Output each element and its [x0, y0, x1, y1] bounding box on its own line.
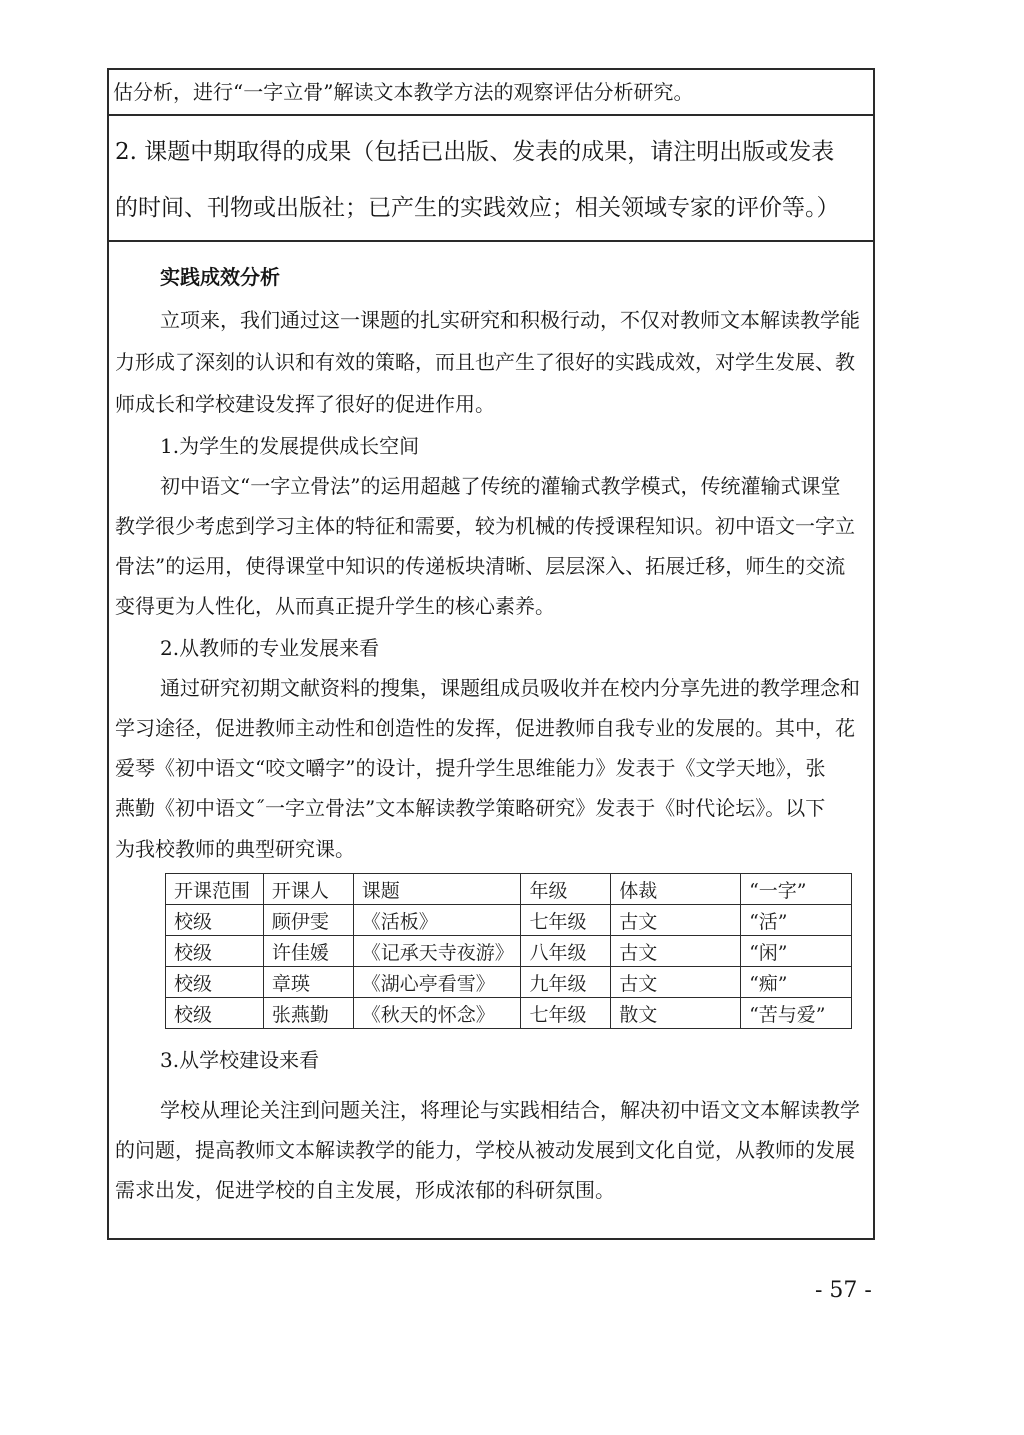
intro-line: 力形成了深刻的认识和有效的策略，而且也产生了很好的实践成效，对学生发展、教 [115, 350, 855, 374]
table-cell: 许佳媛 [263, 936, 353, 967]
table-row [166, 936, 852, 967]
table-cell: 张燕勤 [263, 998, 353, 1029]
sub1-line: 初中语文“一字立骨法”的运用超越了传统的灌输式教学模式，传统灌输式课堂 [160, 474, 841, 498]
table-cell: 古文 [611, 936, 741, 967]
sub3-line: 的问题，提高教师文本解读教学的能力，学校从被动发展到文化自觉，从教师的发展 [115, 1138, 855, 1162]
page-number: - 57 - [815, 1278, 872, 1303]
sub2-line: 燕勤《初中语文˝一字立骨法”文本解读教学策略研究》发表于《时代论坛》。以下 [115, 796, 826, 820]
table-cell: 古文 [611, 967, 741, 998]
table-cell: 散文 [611, 998, 741, 1029]
intro-line: 师成长和学校建设发挥了很好的促进作用。 [115, 392, 495, 416]
table-cell: “痴” [741, 967, 852, 998]
sub2-line: 通过研究初期文献资料的搜集，课题组成员吸收并在校内分享先进的教学理念和 [160, 676, 860, 700]
table-cell: 《湖心亭看雪》 [353, 967, 521, 998]
section-title: 实践成效分析 [160, 265, 280, 289]
table-cell: 古文 [611, 905, 741, 936]
table-header-cell: 开课范围 [166, 874, 264, 905]
table-cell: 《秋天的怀念》 [353, 998, 521, 1029]
table-row [166, 998, 852, 1029]
sub3-line: 需求出发，促进学校的自主发展，形成浓郁的科研氛围。 [115, 1178, 615, 1202]
table-cell: 七年级 [521, 998, 611, 1029]
table-cell: 校级 [166, 967, 264, 998]
table-header-cell: “一字” [741, 874, 852, 905]
intro-line: 立项来，我们通过这一课题的扎实研究和积极行动，不仅对教师文本解读教学能 [160, 308, 860, 332]
table-header-cell: 体裁 [611, 874, 741, 905]
table-cell: 校级 [166, 936, 264, 967]
table-row [166, 905, 852, 936]
table-cell: 校级 [166, 905, 264, 936]
table-row [166, 967, 852, 998]
sub3-line: 学校从理论关注到问题关注，将理论与实践相结合，解决初中语文文本解读教学 [160, 1098, 860, 1122]
section2-heading-line1: 2. 课题中期取得的成果（包括已出版、发表的成果，请注明出版或发表 [115, 139, 835, 165]
table-cell: 章瑛 [263, 967, 353, 998]
subsection-heading: 1.为学生的发展提供成长空间 [160, 434, 420, 458]
research-lessons-table [165, 873, 852, 1029]
sub1-line: 教学很少考虑到学习主体的特征和需要，较为机械的传授课程知识。初中语文一字立 [115, 514, 855, 538]
sub1-line: 变得更为人性化，从而真正提升学生的核心素养。 [115, 594, 555, 618]
section2-heading-line2: 的时间、刊物或出版社；已产生的实践效应；相关领域专家的评价等。） [115, 195, 840, 221]
subsection-heading: 3.从学校建设来看 [160, 1048, 320, 1072]
table-header-cell: 课题 [353, 874, 521, 905]
table-header-cell: 年级 [521, 874, 611, 905]
table-cell: 校级 [166, 998, 264, 1029]
table-cell: 八年级 [521, 936, 611, 967]
top-row-text: 估分析，进行“一字立骨”解读文本教学方法的观察评估分析研究。 [113, 80, 694, 104]
sub1-line: 骨法”的运用，使得课堂中知识的传递板块清晰、层层深入、拓展迁移，师生的交流 [115, 554, 846, 578]
sub2-line: 学习途径，促进教师主动性和创造性的发挥，促进教师自我专业的发展的。其中，花 [115, 716, 855, 740]
table-header-row [166, 874, 852, 905]
sub2-line: 为我校教师的典型研究课。 [115, 837, 355, 861]
subsection-heading: 2.从教师的专业发展来看 [160, 636, 380, 660]
table-cell: “苦与爱” [741, 998, 852, 1029]
sub2-line: 爱琴《初中语文“咬文嚼字”的设计，提升学生思维能力》发表于《文学天地》，张 [115, 756, 826, 780]
table-header-cell: 开课人 [263, 874, 353, 905]
table-cell: 《记承天寺夜游》 [353, 936, 521, 967]
table-cell: 顾伊雯 [263, 905, 353, 936]
table-cell: 《活板》 [353, 905, 521, 936]
table-cell: “活” [741, 905, 852, 936]
table-cell: 七年级 [521, 905, 611, 936]
table-cell: 九年级 [521, 967, 611, 998]
table-cell: “闲” [741, 936, 852, 967]
